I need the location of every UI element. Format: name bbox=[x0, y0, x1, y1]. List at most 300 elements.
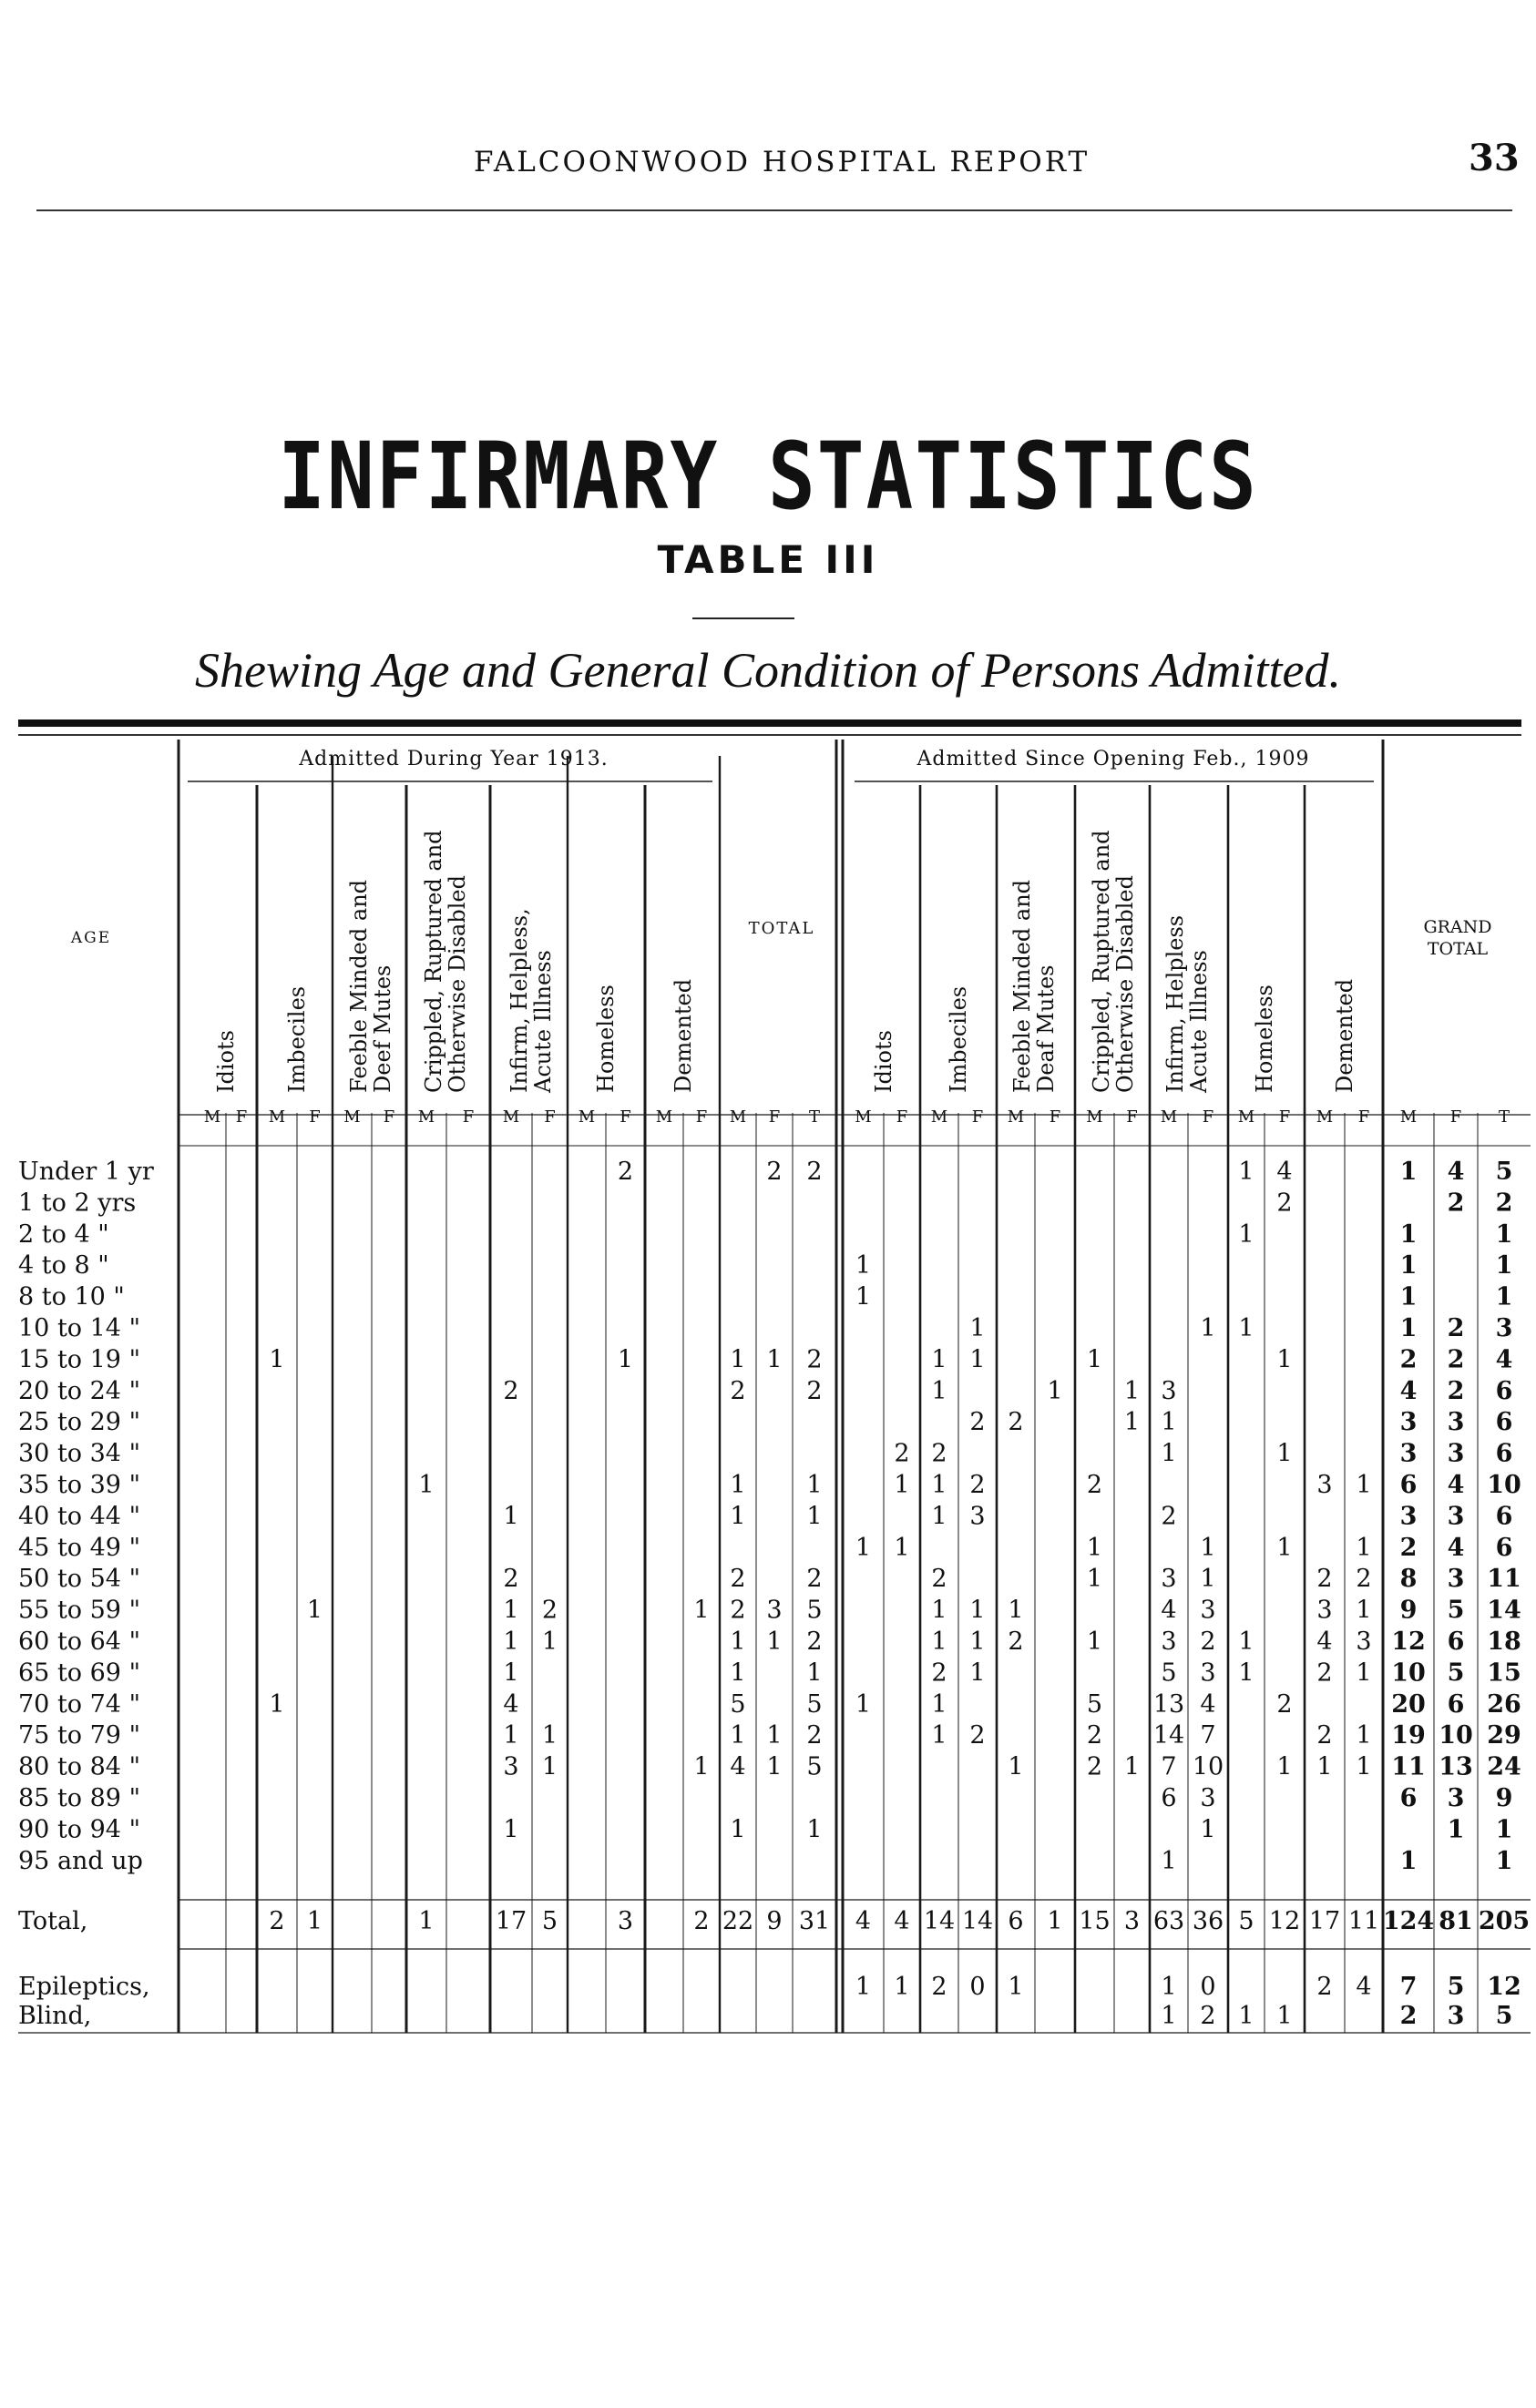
age-label: 75 to 79 " bbox=[18, 1721, 140, 1750]
category-header: Infirm, Helpless, bbox=[507, 908, 532, 1093]
data-cell: 1 bbox=[306, 1596, 323, 1625]
data-cell: 3 bbox=[503, 1752, 519, 1781]
category-header: Idiots bbox=[213, 1030, 239, 1093]
data-cell: 5 bbox=[806, 1689, 823, 1719]
extra-cell: 2 bbox=[931, 1973, 947, 2001]
data-cell: 6 bbox=[1399, 1784, 1418, 1812]
data-cell: 4 bbox=[1447, 1158, 1465, 1186]
sex-label: M bbox=[343, 1107, 361, 1127]
extra-cell: 1 bbox=[1276, 2002, 1293, 2030]
total-cell: 17 bbox=[495, 1907, 527, 1935]
sex-label: F bbox=[383, 1107, 395, 1127]
data-cell: 5 bbox=[1495, 1158, 1513, 1186]
category-header: Feeble Minded and bbox=[346, 879, 372, 1093]
data-cell: 11 bbox=[1391, 1752, 1426, 1781]
data-cell: 1 bbox=[931, 1502, 947, 1531]
table-label: TABLE III bbox=[657, 537, 879, 582]
data-cell: 11 bbox=[1487, 1565, 1521, 1594]
sex-label: F bbox=[695, 1107, 708, 1127]
data-cell: 1 bbox=[766, 1752, 783, 1781]
age-label: 8 to 10 " bbox=[18, 1282, 125, 1311]
data-cell: 1 bbox=[1123, 1752, 1141, 1781]
data-cell: 1 bbox=[766, 1721, 783, 1750]
data-cell: 29 bbox=[1487, 1721, 1521, 1750]
total-header: TOTAL bbox=[748, 919, 815, 938]
data-cell: 3 bbox=[1161, 1376, 1177, 1405]
sex-label: F bbox=[620, 1107, 631, 1127]
data-cell: 1 bbox=[931, 1345, 947, 1374]
data-cell: 1 bbox=[693, 1596, 710, 1625]
extra-cell: 5 bbox=[1495, 2002, 1513, 2030]
age-label: 2 to 4 " bbox=[18, 1219, 109, 1249]
data-cell: 1 bbox=[1399, 1158, 1418, 1186]
subtitle: Shewing Age and General Condition of Persons Admitted. bbox=[195, 643, 1341, 698]
data-cell: 2 bbox=[931, 1565, 947, 1594]
data-cell: 13 bbox=[1152, 1689, 1185, 1719]
data-cell: 1 bbox=[1495, 1219, 1513, 1249]
data-cell: 2 bbox=[1086, 1471, 1103, 1499]
data-cell: 2 bbox=[1161, 1502, 1177, 1531]
data-cell: 3 bbox=[1447, 1502, 1465, 1531]
data-cell: 6 bbox=[1161, 1784, 1177, 1812]
data-cell: 1 bbox=[931, 1721, 947, 1750]
data-cell: 3 bbox=[1356, 1627, 1372, 1656]
data-cell: 20 bbox=[1391, 1689, 1426, 1719]
data-cell: 4 bbox=[1399, 1376, 1418, 1405]
data-cell: 2 bbox=[1200, 1627, 1216, 1656]
data-cell: 2 bbox=[730, 1376, 746, 1405]
data-cell: 2 bbox=[503, 1376, 519, 1405]
total-cell: 4 bbox=[855, 1907, 872, 1935]
data-cell: 1 bbox=[1276, 1345, 1293, 1374]
age-label: Epileptics, bbox=[18, 1973, 150, 2001]
data-cell: 6 bbox=[1495, 1376, 1513, 1405]
data-cell: 1 bbox=[1276, 1752, 1293, 1781]
extra-cell: 7 bbox=[1399, 1973, 1418, 2001]
running-title: FALCOONWOOD HOSPITAL REPORT bbox=[474, 146, 1091, 179]
data-cell: 1 bbox=[1161, 1408, 1177, 1437]
sex-label: M bbox=[1399, 1107, 1418, 1127]
data-cell: 1 bbox=[1238, 1314, 1254, 1342]
data-cell: 2 bbox=[969, 1721, 986, 1750]
total-cell: 31 bbox=[798, 1907, 831, 1935]
sex-label: M bbox=[930, 1107, 948, 1127]
extra-cell: 4 bbox=[1356, 1973, 1372, 2001]
data-cell: 1 bbox=[855, 1282, 872, 1311]
data-cell: 1 bbox=[855, 1689, 872, 1719]
age-label: 15 to 19 " bbox=[18, 1345, 140, 1374]
sex-label: M bbox=[578, 1107, 596, 1127]
data-cell: 3 bbox=[1399, 1408, 1418, 1437]
data-cell: 1 bbox=[1200, 1815, 1216, 1844]
category-header: Imbeciles bbox=[284, 985, 310, 1093]
data-cell: 1 bbox=[1086, 1533, 1103, 1562]
data-cell: 4 bbox=[1495, 1345, 1513, 1374]
data-cell: 1 bbox=[730, 1627, 746, 1656]
data-cell: 2 bbox=[1276, 1689, 1293, 1719]
sex-label: F bbox=[1049, 1107, 1061, 1127]
data-cell: 2 bbox=[806, 1721, 823, 1750]
data-cell: 5 bbox=[1447, 1658, 1465, 1688]
age-label: 40 to 44 " bbox=[18, 1502, 140, 1531]
data-cell: 24 bbox=[1487, 1752, 1521, 1781]
data-cell: 4 bbox=[730, 1752, 746, 1781]
total-cell: 22 bbox=[722, 1907, 754, 1935]
data-cell: 1 bbox=[806, 1502, 823, 1531]
data-cell: 3 bbox=[1316, 1471, 1333, 1499]
data-cell: 4 bbox=[1447, 1533, 1465, 1562]
age-header: AGE bbox=[70, 929, 112, 947]
data-cell: 1 bbox=[1276, 1439, 1293, 1468]
data-cell: 3 bbox=[969, 1502, 986, 1531]
page-number: 33 bbox=[1469, 137, 1520, 179]
sex-label: M bbox=[1160, 1107, 1178, 1127]
data-cell: 1 bbox=[730, 1815, 746, 1844]
extra-cell: 12 bbox=[1487, 1973, 1521, 2001]
extra-cell: 1 bbox=[1161, 1973, 1177, 2001]
total-cell: 5 bbox=[1238, 1907, 1254, 1935]
data-cell: 10 bbox=[1439, 1721, 1473, 1750]
extra-cell: 1 bbox=[1008, 1973, 1024, 2001]
data-cell: 2 bbox=[806, 1376, 823, 1405]
data-cell: 1 bbox=[503, 1721, 519, 1750]
data-cell: 2 bbox=[1008, 1627, 1024, 1656]
data-cell: 1 bbox=[1399, 1282, 1418, 1311]
data-cell: 2 bbox=[617, 1158, 634, 1186]
age-label: 30 to 34 " bbox=[18, 1439, 140, 1468]
data-cell: 1 bbox=[730, 1471, 746, 1499]
data-cell: 2 bbox=[730, 1596, 746, 1625]
data-cell: 8 bbox=[1399, 1565, 1418, 1594]
sex-label: F bbox=[971, 1107, 984, 1127]
data-cell: 5 bbox=[806, 1752, 823, 1781]
data-cell: 4 bbox=[1447, 1471, 1465, 1499]
grand-total-header: TOTAL bbox=[1427, 939, 1489, 959]
data-cell: 2 bbox=[1495, 1189, 1513, 1218]
data-cell: 3 bbox=[1316, 1596, 1333, 1625]
data-cell: 1 bbox=[1161, 1439, 1177, 1468]
total-cell: 3 bbox=[617, 1907, 634, 1935]
sex-label: F bbox=[1357, 1107, 1370, 1127]
data-cell: 10 bbox=[1391, 1658, 1426, 1688]
data-cell: 2 bbox=[969, 1408, 986, 1437]
category-header: Acute Illness bbox=[530, 950, 556, 1093]
data-cell: 1 bbox=[1086, 1565, 1103, 1594]
data-cell: 5 bbox=[730, 1689, 746, 1719]
data-cell: 1 bbox=[1238, 1627, 1254, 1656]
data-cell: 2 bbox=[1316, 1565, 1333, 1594]
data-cell: 1 bbox=[693, 1752, 710, 1781]
data-cell: 1 bbox=[806, 1815, 823, 1844]
data-cell: 1 bbox=[1495, 1282, 1513, 1311]
data-cell: 9 bbox=[1399, 1596, 1418, 1625]
total-cell: 15 bbox=[1079, 1907, 1111, 1935]
data-cell: 6 bbox=[1447, 1627, 1465, 1656]
category-header: Idiots bbox=[871, 1030, 896, 1093]
age-label: 4 to 8 " bbox=[18, 1251, 109, 1281]
data-cell: 10 bbox=[1192, 1752, 1224, 1781]
data-cell: 3 bbox=[1399, 1439, 1418, 1468]
data-cell: 1 bbox=[1086, 1627, 1103, 1656]
data-cell: 1 bbox=[969, 1596, 986, 1625]
data-cell: 3 bbox=[1447, 1408, 1465, 1437]
data-cell: 1 bbox=[730, 1658, 746, 1688]
age-label: 60 to 64 " bbox=[18, 1627, 140, 1656]
extra-cell: 1 bbox=[1238, 2002, 1254, 2030]
data-cell: 1 bbox=[1086, 1345, 1103, 1374]
total-cell: 2 bbox=[269, 1907, 285, 1935]
sex-label: T bbox=[808, 1107, 821, 1127]
age-label: 55 to 59 " bbox=[18, 1596, 140, 1625]
data-cell: 2 bbox=[806, 1158, 823, 1186]
data-cell: 1 bbox=[1238, 1219, 1254, 1249]
data-cell: 1 bbox=[1008, 1752, 1024, 1781]
data-cell: 6 bbox=[1495, 1502, 1513, 1531]
category-header: Otherwise Disabled bbox=[445, 875, 470, 1093]
data-cell: 1 bbox=[1047, 1376, 1063, 1405]
age-label: 1 to 2 yrs bbox=[18, 1189, 137, 1218]
sex-label: F bbox=[768, 1107, 781, 1127]
age-label: 35 to 39 " bbox=[18, 1471, 140, 1499]
data-cell: 7 bbox=[1200, 1721, 1216, 1750]
data-cell: 1 bbox=[1399, 1314, 1418, 1342]
data-cell: 2 bbox=[766, 1158, 783, 1186]
data-cell: 1 bbox=[503, 1502, 519, 1531]
data-cell: 2 bbox=[541, 1596, 558, 1625]
data-cell: 3 bbox=[1447, 1565, 1465, 1594]
data-cell: 3 bbox=[1161, 1627, 1177, 1656]
age-label: Under 1 yr bbox=[18, 1158, 154, 1186]
sex-label: F bbox=[235, 1107, 248, 1127]
data-cell: 1 bbox=[931, 1627, 947, 1656]
group2-header: Admitted Since Opening Feb., 1909 bbox=[916, 748, 1310, 770]
data-cell: 4 bbox=[1316, 1627, 1333, 1656]
data-cell: 5 bbox=[1447, 1596, 1465, 1625]
category-header: Homeless bbox=[593, 985, 619, 1093]
data-cell: 1 bbox=[894, 1471, 910, 1499]
total-cell: 5 bbox=[541, 1907, 558, 1935]
data-cell: 2 bbox=[806, 1345, 823, 1374]
data-cell: 1 bbox=[1399, 1846, 1418, 1875]
data-cell: 2 bbox=[969, 1471, 986, 1499]
category-header: Deaf Mutes bbox=[1033, 964, 1059, 1093]
extra-cell: 1 bbox=[855, 1973, 872, 2001]
data-cell: 2 bbox=[1086, 1721, 1103, 1750]
data-cell: 1 bbox=[969, 1345, 986, 1374]
data-cell: 3 bbox=[1447, 1784, 1465, 1812]
data-cell: 1 bbox=[1008, 1596, 1024, 1625]
sex-label: M bbox=[268, 1107, 286, 1127]
extra-cell: 2 bbox=[1200, 2002, 1216, 2030]
age-label: 20 to 24 " bbox=[18, 1376, 140, 1405]
data-cell: 1 bbox=[766, 1627, 783, 1656]
data-cell: 5 bbox=[806, 1596, 823, 1625]
sex-label: T bbox=[1498, 1107, 1510, 1127]
category-header: Infirm, Helpless bbox=[1162, 914, 1188, 1093]
category-header: Crippled, Ruptured and bbox=[1089, 830, 1114, 1093]
category-header: Crippled, Ruptured and bbox=[421, 830, 446, 1093]
data-cell: 1 bbox=[1356, 1533, 1372, 1562]
data-cell: 1 bbox=[766, 1345, 783, 1374]
age-label: 85 to 89 " bbox=[18, 1784, 140, 1812]
data-cell: 2 bbox=[1008, 1408, 1024, 1437]
age-label: 65 to 69 " bbox=[18, 1658, 140, 1688]
data-cell: 6 bbox=[1447, 1689, 1465, 1719]
total-cell: 1 bbox=[418, 1907, 435, 1935]
data-cell: 1 bbox=[730, 1502, 746, 1531]
data-cell: 2 bbox=[1276, 1189, 1293, 1218]
total-cell: 2 bbox=[693, 1907, 710, 1935]
data-cell: 2 bbox=[806, 1627, 823, 1656]
data-cell: 4 bbox=[1200, 1689, 1216, 1719]
sex-label: M bbox=[655, 1107, 673, 1127]
data-cell: 1 bbox=[1447, 1815, 1465, 1844]
data-cell: 6 bbox=[1495, 1408, 1513, 1437]
age-label: 50 to 54 " bbox=[18, 1565, 140, 1594]
data-cell: 1 bbox=[969, 1627, 986, 1656]
data-cell: 1 bbox=[541, 1752, 558, 1781]
sex-label: F bbox=[309, 1107, 321, 1127]
data-cell: 1 bbox=[969, 1314, 986, 1342]
total-cell: 124 bbox=[1382, 1907, 1435, 1935]
sex-label: M bbox=[417, 1107, 435, 1127]
data-cell: 2 bbox=[1447, 1345, 1465, 1374]
total-cell: 81 bbox=[1439, 1907, 1473, 1935]
sex-label: F bbox=[896, 1107, 908, 1127]
data-cell: 2 bbox=[1447, 1189, 1465, 1218]
sex-label: M bbox=[1086, 1107, 1103, 1127]
extra-cell: 3 bbox=[1447, 2002, 1465, 2030]
data-cell: 1 bbox=[1356, 1658, 1372, 1688]
data-cell: 1 bbox=[418, 1471, 435, 1499]
data-cell: 6 bbox=[1495, 1439, 1513, 1468]
data-cell: 1 bbox=[1399, 1251, 1418, 1281]
age-label: 70 to 74 " bbox=[18, 1689, 140, 1719]
age-label: 95 and up bbox=[18, 1846, 143, 1875]
sex-label: M bbox=[502, 1107, 520, 1127]
data-cell: 2 bbox=[1356, 1565, 1372, 1594]
data-cell: 10 bbox=[1487, 1471, 1521, 1499]
category-header: Demented bbox=[1332, 978, 1357, 1093]
data-cell: 1 bbox=[1238, 1658, 1254, 1688]
data-cell: 5 bbox=[1086, 1689, 1103, 1719]
data-cell: 14 bbox=[1152, 1721, 1185, 1750]
data-cell: 1 bbox=[931, 1689, 947, 1719]
category-header: Homeless bbox=[1252, 985, 1277, 1093]
data-cell: 19 bbox=[1391, 1721, 1426, 1750]
data-cell: 3 bbox=[1495, 1314, 1513, 1342]
data-cell: 2 bbox=[931, 1439, 947, 1468]
data-cell: 3 bbox=[1200, 1658, 1216, 1688]
data-cell: 1 bbox=[1316, 1752, 1333, 1781]
category-header: Feeble Minded and bbox=[1009, 879, 1035, 1093]
data-cell: 1 bbox=[1495, 1815, 1513, 1844]
data-cell: 1 bbox=[1495, 1251, 1513, 1281]
data-cell: 5 bbox=[1161, 1658, 1177, 1688]
sex-label: M bbox=[203, 1107, 221, 1127]
data-cell: 1 bbox=[1200, 1565, 1216, 1594]
data-cell: 1 bbox=[894, 1533, 910, 1562]
data-cell: 1 bbox=[931, 1376, 947, 1405]
data-cell: 2 bbox=[1086, 1752, 1103, 1781]
data-cell: 1 bbox=[806, 1471, 823, 1499]
total-cell: 11 bbox=[1347, 1907, 1380, 1935]
age-label: 10 to 14 " bbox=[18, 1314, 140, 1342]
data-cell: 1 bbox=[730, 1345, 746, 1374]
data-cell: 1 bbox=[1356, 1721, 1372, 1750]
data-cell: 26 bbox=[1487, 1689, 1521, 1719]
group1-header: Admitted During Year 1913. bbox=[299, 748, 609, 770]
total-cell: 1 bbox=[1047, 1907, 1063, 1935]
data-cell: 6 bbox=[1495, 1533, 1513, 1562]
data-cell: 1 bbox=[503, 1658, 519, 1688]
total-cell: 6 bbox=[1008, 1907, 1024, 1935]
data-cell: 2 bbox=[1316, 1658, 1333, 1688]
data-cell: 3 bbox=[1161, 1565, 1177, 1594]
category-header: Imbeciles bbox=[946, 985, 971, 1093]
data-cell: 1 bbox=[269, 1689, 285, 1719]
extra-cell: 1 bbox=[894, 1973, 910, 2001]
total-cell: 12 bbox=[1268, 1907, 1301, 1935]
sex-label: F bbox=[462, 1107, 475, 1127]
data-cell: 2 bbox=[931, 1658, 947, 1688]
data-cell: 1 bbox=[1399, 1219, 1418, 1249]
data-cell: 1 bbox=[1123, 1408, 1141, 1437]
total-cell: 63 bbox=[1152, 1907, 1185, 1935]
total-cell: 1 bbox=[306, 1907, 323, 1935]
total-cell: 14 bbox=[923, 1907, 956, 1935]
data-cell: 1 bbox=[855, 1251, 872, 1281]
data-cell: 18 bbox=[1487, 1627, 1521, 1656]
data-cell: 2 bbox=[1399, 1533, 1418, 1562]
data-cell: 3 bbox=[1399, 1502, 1418, 1531]
data-cell: 1 bbox=[1123, 1376, 1141, 1405]
data-cell: 6 bbox=[1399, 1471, 1418, 1499]
data-cell: 4 bbox=[1276, 1158, 1293, 1186]
data-cell: 2 bbox=[1399, 1345, 1418, 1374]
data-cell: 1 bbox=[503, 1596, 519, 1625]
data-cell: 3 bbox=[766, 1596, 783, 1625]
data-cell: 9 bbox=[1495, 1784, 1513, 1812]
data-cell: 2 bbox=[1447, 1314, 1465, 1342]
total-cell: 9 bbox=[766, 1907, 783, 1935]
data-cell: 3 bbox=[1447, 1439, 1465, 1468]
sex-label: M bbox=[1007, 1107, 1025, 1127]
extra-cell: 5 bbox=[1447, 1973, 1465, 2001]
data-cell: 1 bbox=[1356, 1471, 1372, 1499]
data-cell: 1 bbox=[617, 1345, 634, 1374]
sex-label: F bbox=[1202, 1107, 1214, 1127]
total-cell: 36 bbox=[1192, 1907, 1224, 1935]
data-cell: 1 bbox=[541, 1721, 558, 1750]
extra-cell: 0 bbox=[1200, 1973, 1216, 2001]
data-cell: 4 bbox=[503, 1689, 519, 1719]
sex-label: F bbox=[1449, 1107, 1462, 1127]
data-cell: 1 bbox=[541, 1627, 558, 1656]
category-header: Otherwise Disabled bbox=[1112, 875, 1138, 1093]
total-cell: 3 bbox=[1123, 1907, 1141, 1935]
category-header: Deef Mutes bbox=[370, 964, 395, 1093]
age-label: 25 to 29 " bbox=[18, 1408, 140, 1437]
data-cell: 7 bbox=[1161, 1752, 1177, 1781]
data-cell: 1 bbox=[855, 1533, 872, 1562]
data-cell: 2 bbox=[894, 1439, 910, 1468]
category-header: Demented bbox=[671, 978, 696, 1093]
data-cell: 1 bbox=[931, 1596, 947, 1625]
sex-label: F bbox=[1278, 1107, 1291, 1127]
data-cell: 1 bbox=[969, 1658, 986, 1688]
data-cell: 1 bbox=[503, 1627, 519, 1656]
